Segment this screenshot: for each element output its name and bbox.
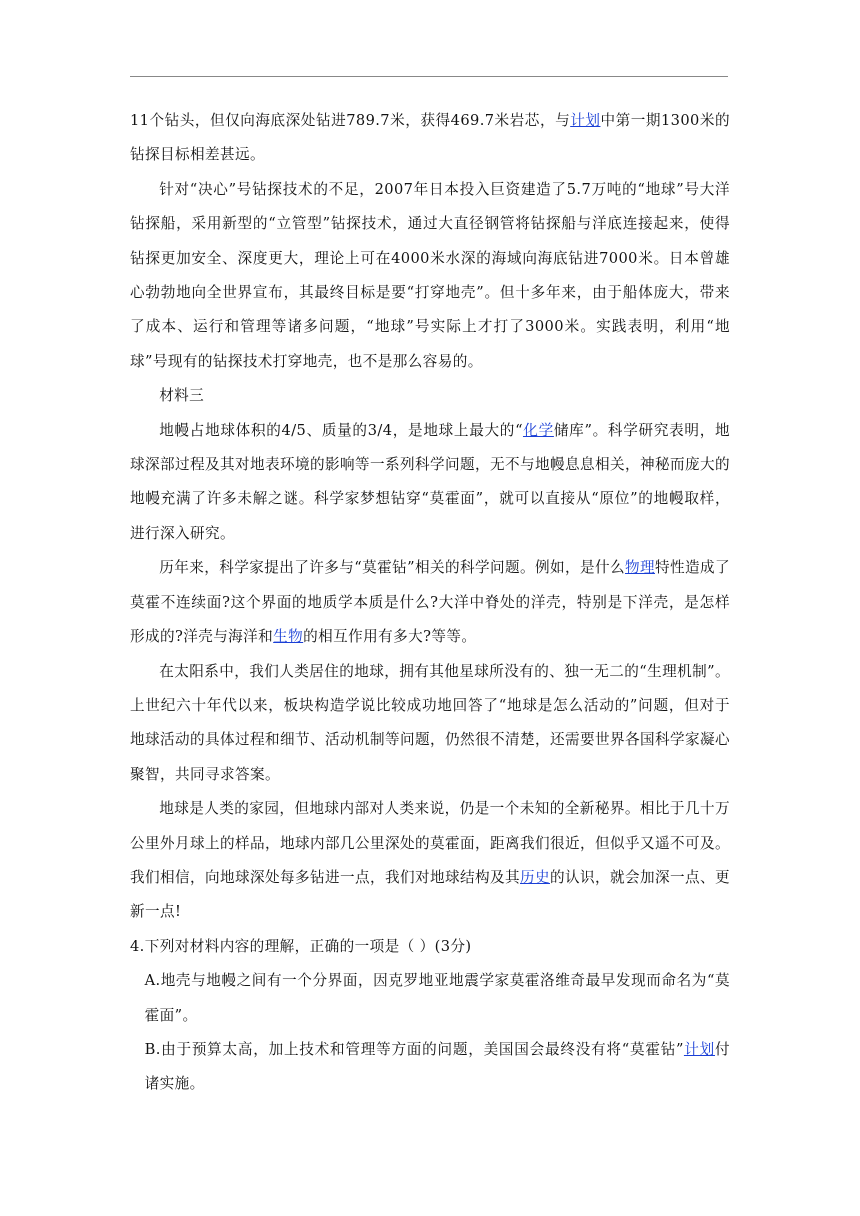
inline-link[interactable]: 计划 <box>570 112 601 129</box>
text-segment: 地球是人类的家园，但地球内部对人类来说，仍是一个未知的全新秘界。相比于几十万公里外月球上的样品，地球内部几公里深处的莫霍面，距离我们很近，但似乎又遥不可及。我们相信，向地球深处每多钻进一点，我们对地球结构及其 <box>130 800 730 886</box>
text-segment: 储库”。科学研究表明，地球深部过程及其对地表环境的影响等一系列科学问题，无不与地幔息息相关，神秘而庞大的地幔充满了许多未解之谜。科学家梦想钻穿“莫霍面”，就可以直接从“原位”的地幔取样，进行深入研究。 <box>130 421 730 542</box>
inline-link[interactable]: 生物 <box>273 628 304 646</box>
paragraph-2 <box>130 173 730 379</box>
text-segment: 材料三 <box>159 387 205 405</box>
inline-link[interactable]: 历史 <box>520 868 550 886</box>
inline-link[interactable]: 计划 <box>683 1040 715 1058</box>
question-stem: 4.下列对材料内容的理解，正确的一项是（ ）(3分) <box>130 937 472 955</box>
header-rule <box>130 76 728 77</box>
paragraph-6 <box>130 792 730 930</box>
section-heading-material-3 <box>130 379 730 413</box>
text-segment: 在太阳系中，我们人类居住的地球，拥有其他星球所没有的、独一无二的“生理机制”。上世纪六十年代以来，板块构造学说比较成功地回答了“地球是怎么活动的”问题，但对于地球活动的具体过程和细节、活动机制等问题，仍然很不清楚，还需要世界各国科学家凝心聚智，共同寻求答案。 <box>130 662 730 783</box>
option-b <box>130 1033 730 1102</box>
paragraph-5 <box>130 655 730 793</box>
text-segment: 历年来，科学家提出了许多与“莫霍钻”相关的科学问题。例如，是什么 <box>159 559 625 577</box>
text-segment: 的认识，就会加深一点、更新一点! <box>130 868 730 921</box>
document-body <box>130 104 730 1102</box>
text-segment: A.地壳与地幔之间有一个分界面，因克罗地亚地震学家莫霍洛维奇最早发现而命名为“莫霍面”。 <box>144 972 730 1024</box>
text-segment: 11个钻头，但仅向海底深处钻进789.7米，获得469.7米岩芯，与 <box>130 112 571 129</box>
text-segment: 中第一期1300米的钻探目标相差甚远。 <box>130 112 730 164</box>
text-segment: 地幔占地球体积的4/5、质量的3/4，是地球上最大的“ <box>159 421 523 439</box>
paragraph-1 <box>130 104 730 173</box>
paragraph-3 <box>130 414 730 552</box>
text-segment: 特性造成了莫霍不连续面?这个界面的地质学本质是什么?大洋中脊处的洋壳，特别是下洋壳，是怎样形成的?洋壳与海洋和 <box>130 559 730 646</box>
paragraph-4 <box>130 551 730 654</box>
text-segment: 付诸实施。 <box>144 1040 730 1093</box>
text-segment: B.由于预算太高，加上技术和管理等方面的问题，美国国会最终没有将“莫霍钻” <box>144 1040 684 1058</box>
inline-link[interactable]: 物理 <box>624 559 655 577</box>
text-segment: 针对“决心”号钻探技术的不足，2007年日本投入巨资建造了5.7万吨的“地球”号大洋钻探船，采用新型的“立管型”钻探技术，通过大直径钢管将钻探船与洋底连接起来，使得钻探更加安全、深度更大，理论上可在4000米水深的海域向海底钻进7000米。日本曾雄心勃勃地向全世界宣布，其最终目标是要“打穿地壳”。但十多年来，由于船体庞大，带来了成本、运行和管理等诸多问题，“地球”号实际上才打了3000米。实践表明，利用“地球”号现有的钻探技术打穿地壳，也不是那么容易的。 <box>130 180 730 370</box>
inline-link[interactable]: 化学 <box>522 421 554 439</box>
option-a <box>130 964 730 1033</box>
text-segment: 的相互作用有多大?等等。 <box>303 628 477 646</box>
